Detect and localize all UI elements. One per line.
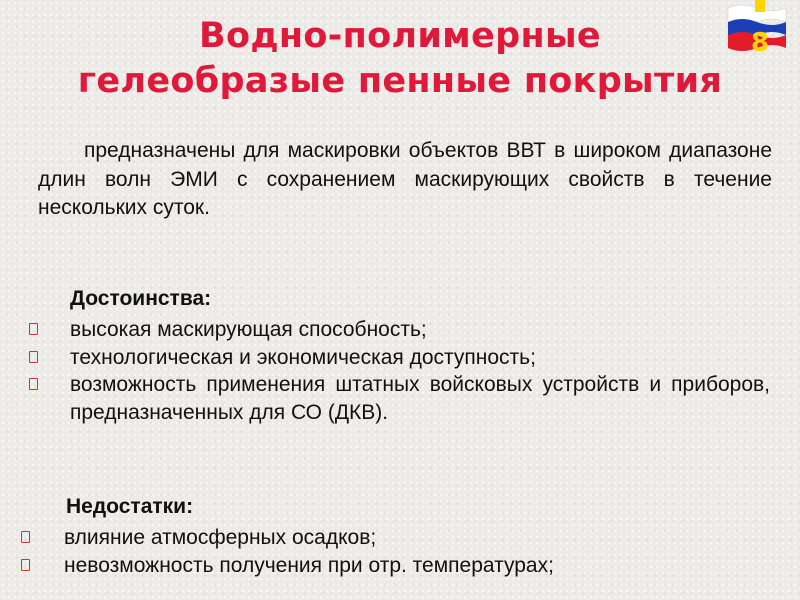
intro-paragraph	[38, 137, 772, 223]
square-bullet-icon	[29, 378, 38, 390]
disadvantages-list	[64, 524, 780, 579]
title-line-2: гелеобразые пенные покрытия	[77, 61, 723, 101]
slide-title	[0, 14, 800, 104]
list-item: невозможность получения при отр. температурах;	[64, 552, 780, 580]
badge-top-mark	[755, 0, 765, 12]
square-bullet-icon	[29, 351, 38, 363]
square-bullet-icon	[21, 559, 30, 571]
square-bullet-icon	[21, 531, 30, 543]
disadvantages-heading: Недостатки:	[66, 495, 194, 518]
title-line-1: Водно-полимерные	[199, 16, 601, 56]
square-bullet-icon	[29, 323, 38, 335]
slide-number-badge: 8	[750, 28, 770, 58]
list-item: влияние атмосферных осадков;	[64, 524, 780, 552]
list-item: возможность применения штатных войсковых устройств и приборов, предназначенных для СО (ДКВ).	[70, 371, 770, 426]
intro-text: предназначены для маскировки объектов ВВТ в широком диапазоне длин волн ЭМИ с сохранением маскирующих свойств в течение нескольких суток.	[38, 139, 772, 219]
list-item: технологическая и экономическая доступность;	[70, 344, 770, 372]
advantages-heading: Достоинства:	[70, 287, 212, 310]
list-item: высокая маскирующая способность;	[70, 316, 770, 344]
advantages-list	[70, 316, 770, 426]
